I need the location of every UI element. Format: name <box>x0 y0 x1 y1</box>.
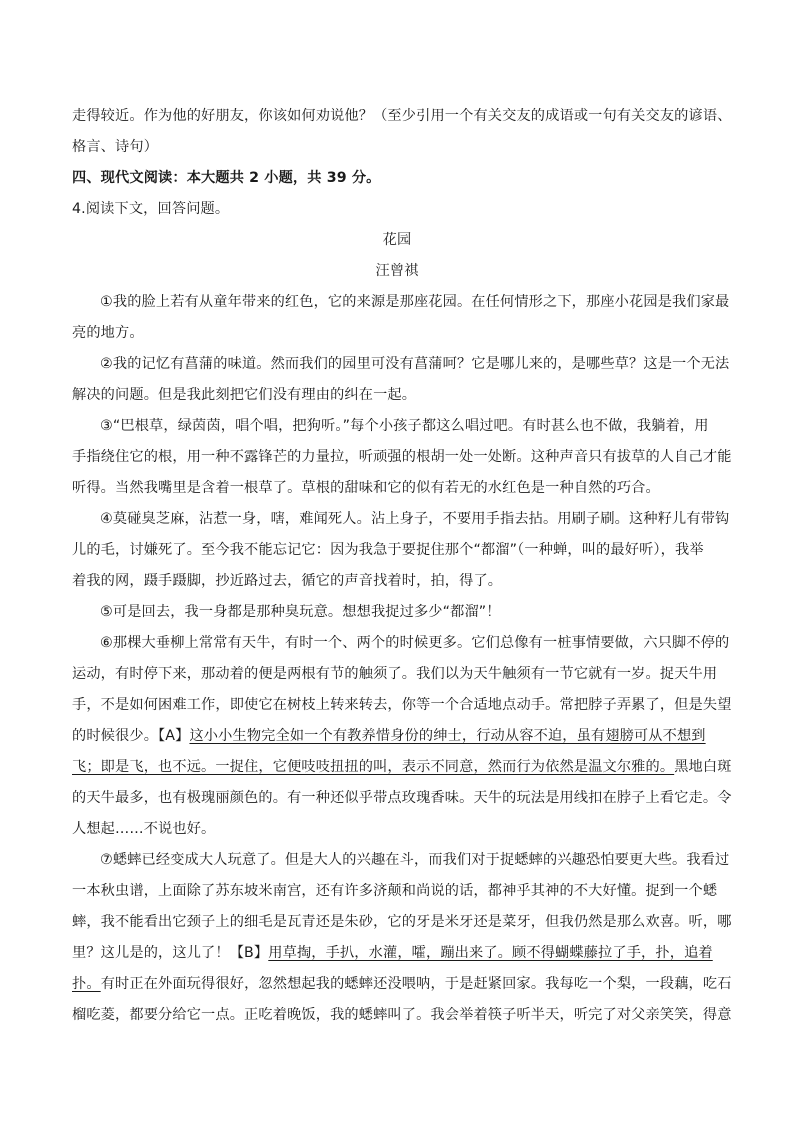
paragraph-1-line-2: 亮的地方。 <box>72 325 144 341</box>
paragraph-4-line-3: 着我的网，蹑手蹑脚，抄近路过去，循它的声音找着时，拍，得了。 <box>72 573 503 589</box>
article-author: 汪曾祺 <box>375 263 419 279</box>
question-text-line-2: 格言、诗句） <box>72 139 159 155</box>
paragraph-6-line-6: 的天牛最多，也有极瑰丽颜色的。有一种还似乎带点玫瑰香味。天牛的玩法是用线扣在脖子上看它走。令 <box>72 790 732 806</box>
paragraph-7-line-5 <box>72 974 732 994</box>
paragraph-6-line-2: 运动，有时停下来，那动着的便是两根有节的触须了。我们以为天牛触须有一节它就有一岁。捉天牛用 <box>72 666 718 682</box>
paragraph-7-line-2: 一本秋虫谱，上面除了苏东坡米南宫，还有许多济颠和尚说的话，都神乎其神的不大好懂。捉到一个蟋 <box>72 883 718 899</box>
paragraph-7-line-4 <box>72 943 722 963</box>
paragraph-2-line-2: 解决的问题。但是我此刻把它们没有理由的纠在一起。 <box>72 387 417 403</box>
article-title: 花园 <box>382 232 412 248</box>
paragraph-6-line-7: 人想起……不说也好。 <box>72 821 216 837</box>
question-text-line-1: 走得较近。作为他的好朋友，你该如何劝说他？（至少引用一个有关交友的成语或一句有关交友的谚语、 <box>72 108 732 124</box>
section-heading: 四、现代文阅读：本大题共 2 小题，共 39 分。 <box>72 170 381 186</box>
paragraph-3-line-3: 听得。当然我嘴里是含着一根草了。草根的甜味和它的似有若无的水红色是一种自然的巧合。 <box>72 480 660 496</box>
underlined-sentence-b-part-1: 用草掏，手扒，水灌，嚯，蹦出来了。顾不得蝴蝶藤拉了手，扑，追着 <box>268 945 713 961</box>
paragraph-6-line-1: ⑥那棵大垂柳上常常有天牛，有时一个、两个的时候更多。它们总像有一桩事情要做，六只脚不停的 <box>100 635 730 651</box>
underlined-sentence-b-part-2: 扑。 <box>72 976 101 992</box>
paragraph-7-line-6: 榴吃菱，都要分给它一点。正吃着晚饭，我的蟋蟀叫了。我会举着筷子听半天，听完了对父亲笑笑，得意 <box>72 1007 732 1023</box>
paragraph-2-line-1: ②我的记忆有菖蒲的味道。然而我们的园里可没有菖蒲呵？它是哪儿来的，是哪些草？这是一个无法 <box>100 356 730 372</box>
paragraph-7-line-3: 蟀，我不能看出它颈子上的细毛是瓦青还是朱砂，它的牙是米牙还是菜牙，但我仍然是那么欢喜。听，哪 <box>72 914 732 930</box>
paragraph-4-line-2: 儿的毛，讨嫌死了。至今我不能忘记它：因为我急于要捉住那个“都溜”（一种蝉，叫的最好听），我举 <box>72 542 704 558</box>
paragraph-7-line-5-tail: 有时正在外面玩得很好，忽然想起我的蟋蟀还没喂呐，于是赶紧回家。我每吃一个梨，一段藕，吃石 <box>100 976 732 992</box>
marker-a-text: 的时候很少。【A】 <box>72 728 190 744</box>
paragraph-3-line-1: ③“巴根草，绿茵茵，唱个唱，把狗听。”每个小孩子都这么唱过吧。有时甚么也不做，我躺着，用 <box>100 418 709 434</box>
marker-b-text: 里？这儿是的，这儿了！【B】 <box>72 945 269 961</box>
question-intro: 4.阅读下文，回答问题。 <box>72 201 230 217</box>
underlined-sentence-a-part-2: 飞；即是飞，也不远。一捉住，它便吱吱扭扭的叫，表示不同意，然而行为依然是温文尔雅的。 <box>72 759 675 775</box>
paragraph-6-line-4 <box>72 726 722 746</box>
paragraph-1-line-1: ①我的脸上若有从童年带来的红色，它的来源是那座花园。在任何情形之下，那座小花园是我们家最 <box>100 294 730 310</box>
paragraph-6-line-5-tail: 黑地白斑 <box>674 759 732 775</box>
paragraph-5: ⑤可是回去，我一身都是那种臭玩意。想想我捉过多少“都溜”！ <box>100 604 501 620</box>
underlined-sentence-a-part-1: 这小小生物完全如一个有教养惜身份的绅士，行动从容不迫，虽有翅膀可从不想到 <box>189 728 706 744</box>
paragraph-7-line-1: ⑦蟋蟀已经变成大人玩意了。但是大人的兴趣在斗，而我们对于捉蟋蟀的兴趣恐怕要更大些。我看过 <box>100 852 730 868</box>
paragraph-4-line-1: ④莫碰臭芝麻，沾惹一身，嗐，难闻死人。沾上身子，不要用手指去拈。用刷子刷。这种籽儿有带钩 <box>100 511 730 527</box>
paragraph-6-line-5 <box>72 757 732 777</box>
paragraph-6-line-3: 手，不是如何困难工作，即使它在树枝上转来转去，你等一个合适地点动手。常把脖子弄累了，但是失望 <box>72 697 732 713</box>
paragraph-3-line-2: 手指绕住它的根，用一种不露锋芒的力量拉，听顽强的根胡一处一处断。这种声音只有拔草的人自己才能 <box>72 449 732 465</box>
